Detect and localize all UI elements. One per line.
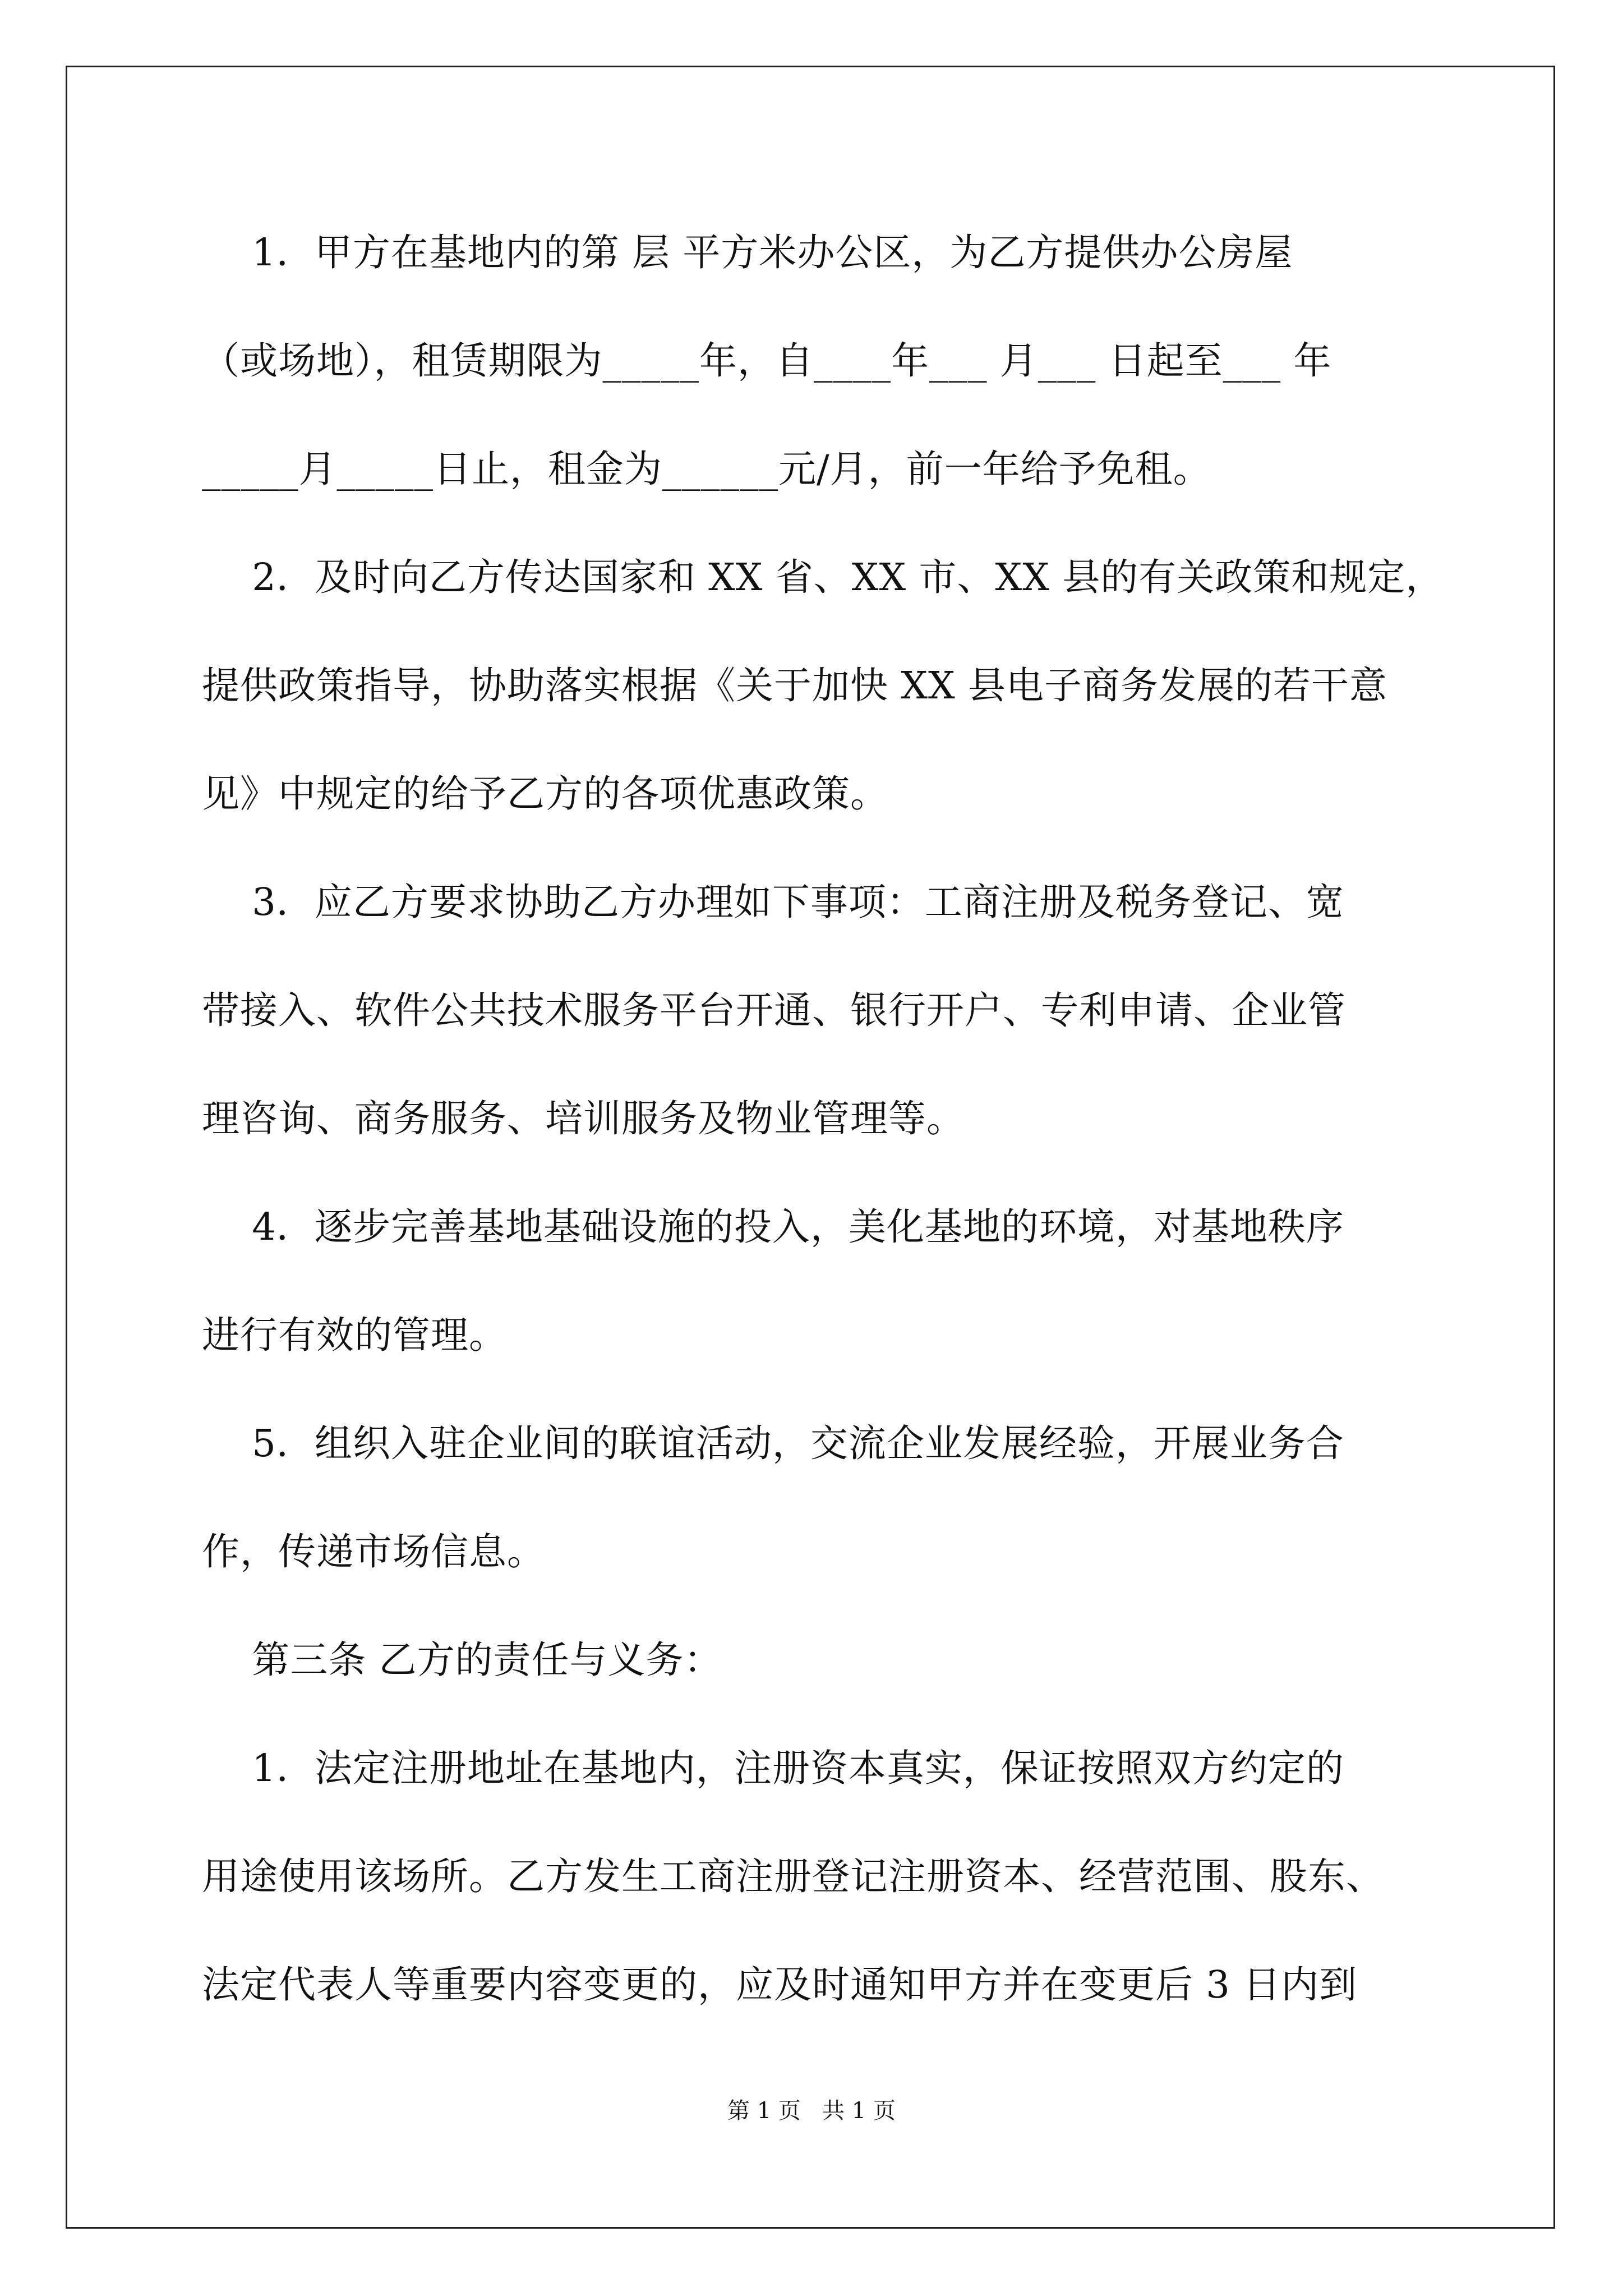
text-line-1: 1．甲方在基地内的第 层 平方米办公区，为乙方提供办公房屋 [202,231,1293,274]
page-border [66,66,1555,2229]
text-line-14: 第三条 乙方的责任与义务： [202,1638,722,1682]
text-line-7: 3．应乙方要求协助乙方办理如下事项：工商注册及税务登记、宽 [202,880,1344,924]
text-line-12: 5．组织入驻企业间的联谊活动，交流企业发展经验，开展业务合 [202,1421,1344,1465]
text-line-2: （或场地），租赁期限为_____年，自____年___ 月___ 日起至___ 年 [202,339,1332,383]
text-line-15: 1．法定注册地址在基地内，注册资本真实，保证按照双方约定的 [202,1746,1344,1790]
text-line-17: 法定代表人等重要内容变更的，应及时通知甲方并在变更后 3 日内到 [202,1963,1358,2007]
text-line-13: 作，传递市场信息。 [202,1530,545,1573]
text-line-8: 带接入、软件公共技术服务平台开通、银行开户、专利申请、企业管 [202,988,1346,1032]
text-line-9: 理咨询、商务服务、培训服务及物业管理等。 [202,1097,965,1140]
text-line-5: 提供政策指导，协助落实根据《关于加快 XX 县电子商务发展的若干意 [202,664,1387,707]
text-line-16: 用途使用该场所。乙方发生工商注册登记注册资本、经营范围、股东、 [202,1855,1384,1898]
text-line-6: 见》中规定的给予乙方的各项优惠政策。 [202,772,888,816]
text-line-11: 进行有效的管理。 [202,1313,507,1357]
text-line-10: 4．逐步完善基地基础设施的投入，美化基地的环境，对基地秩序 [202,1205,1344,1249]
page-footer: 第 1 页 共 1 页 [727,2098,896,2124]
text-line-3: _____月_____日止，租金为______元/月，前一年给予免租。 [202,447,1211,491]
text-line-4: 2．及时向乙方传达国家和 XX 省、XX 市、XX 县的有关政策和规定， [202,555,1444,599]
